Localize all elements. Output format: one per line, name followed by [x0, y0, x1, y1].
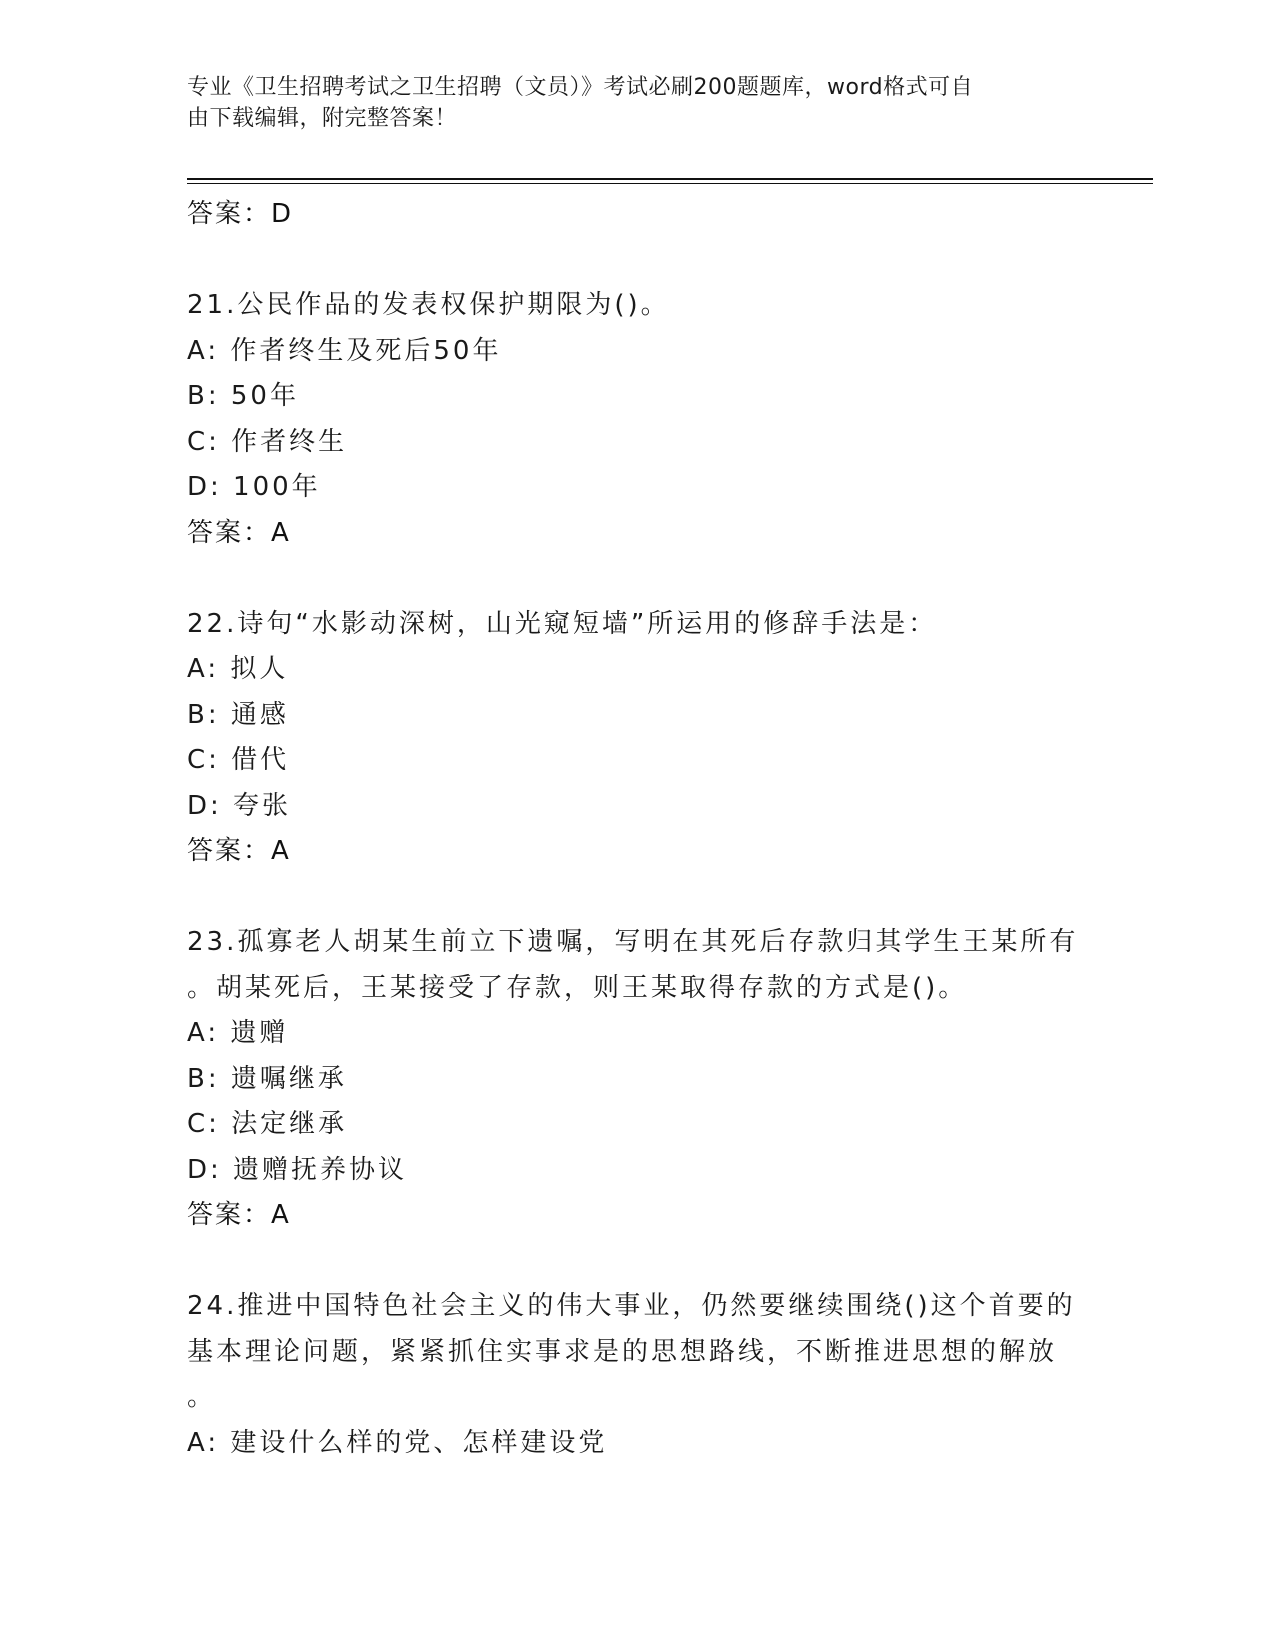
- spacer: [187, 875, 1087, 921]
- answer: 答案：A: [187, 1200, 291, 1230]
- answer: 答案：A: [187, 836, 291, 866]
- answer: 答案：A: [187, 517, 291, 548]
- spacer: [187, 556, 1087, 602]
- spacer: [187, 238, 1087, 284]
- option-d: D: 夸张: [187, 790, 292, 821]
- option-b: B: 50年: [187, 381, 299, 411]
- option-a: A: 遗赠: [187, 1018, 289, 1048]
- option-c: C: 作者终生: [187, 426, 348, 457]
- option-c: C: 借代: [187, 745, 290, 775]
- question-stem-line-1: 24.推进中国特色社会主义的伟大事业，仍然要继续围绕()这个首要的: [187, 1291, 1076, 1321]
- header-line-1: 专业《卫生招聘考试之卫生招聘（文员）》考试必刷200题题库，word格式可自: [187, 75, 974, 100]
- option-c: C: 法定继承: [187, 1109, 348, 1139]
- question-stem-line-1: 23.孤寡老人胡某生前立下遗嘱，写明在其死后存款归其学生王某所有: [187, 927, 1079, 957]
- option-d: D: 遗赠抚养协议: [187, 1154, 408, 1185]
- document-header: [187, 72, 1067, 134]
- question-stem-line-3: 。: [187, 1382, 217, 1412]
- option-d: D: 100年: [187, 472, 321, 502]
- question-22: [187, 602, 1087, 875]
- question-list: [187, 192, 1087, 1466]
- option-a: A: 拟人: [187, 654, 289, 684]
- question-stem-line-2: 基本理论问题，紧紧抓住实事求是的思想路线，不断推进思想的解放: [187, 1336, 1058, 1367]
- question-21: [187, 283, 1087, 556]
- spacer: [187, 1239, 1087, 1285]
- question-stem-line-2: 。胡某死后，王某接受了存款，则王某取得存款的方式是()。: [187, 972, 968, 1003]
- question-stem: 21.公民作品的发表权保护期限为()。: [187, 290, 670, 320]
- option-b: B: 遗嘱继承: [187, 1063, 347, 1094]
- option-a: A: 建设什么样的党、怎样建设党: [187, 1427, 608, 1458]
- option-a: A: 作者终生及死后50年: [187, 335, 502, 366]
- header-divider-thin: [187, 183, 1153, 184]
- question-23: [187, 920, 1087, 1239]
- header-divider-thick: [187, 178, 1153, 180]
- option-b: B: 通感: [187, 699, 289, 730]
- question-stem: 22.诗句“水影动深树，山光窥短墙”所运用的修辞手法是：: [187, 608, 938, 639]
- question-24: [187, 1284, 1087, 1466]
- previous-answer: 答案：D: [187, 199, 294, 229]
- header-line-2: 由下载编辑，附完整答案！: [187, 106, 458, 131]
